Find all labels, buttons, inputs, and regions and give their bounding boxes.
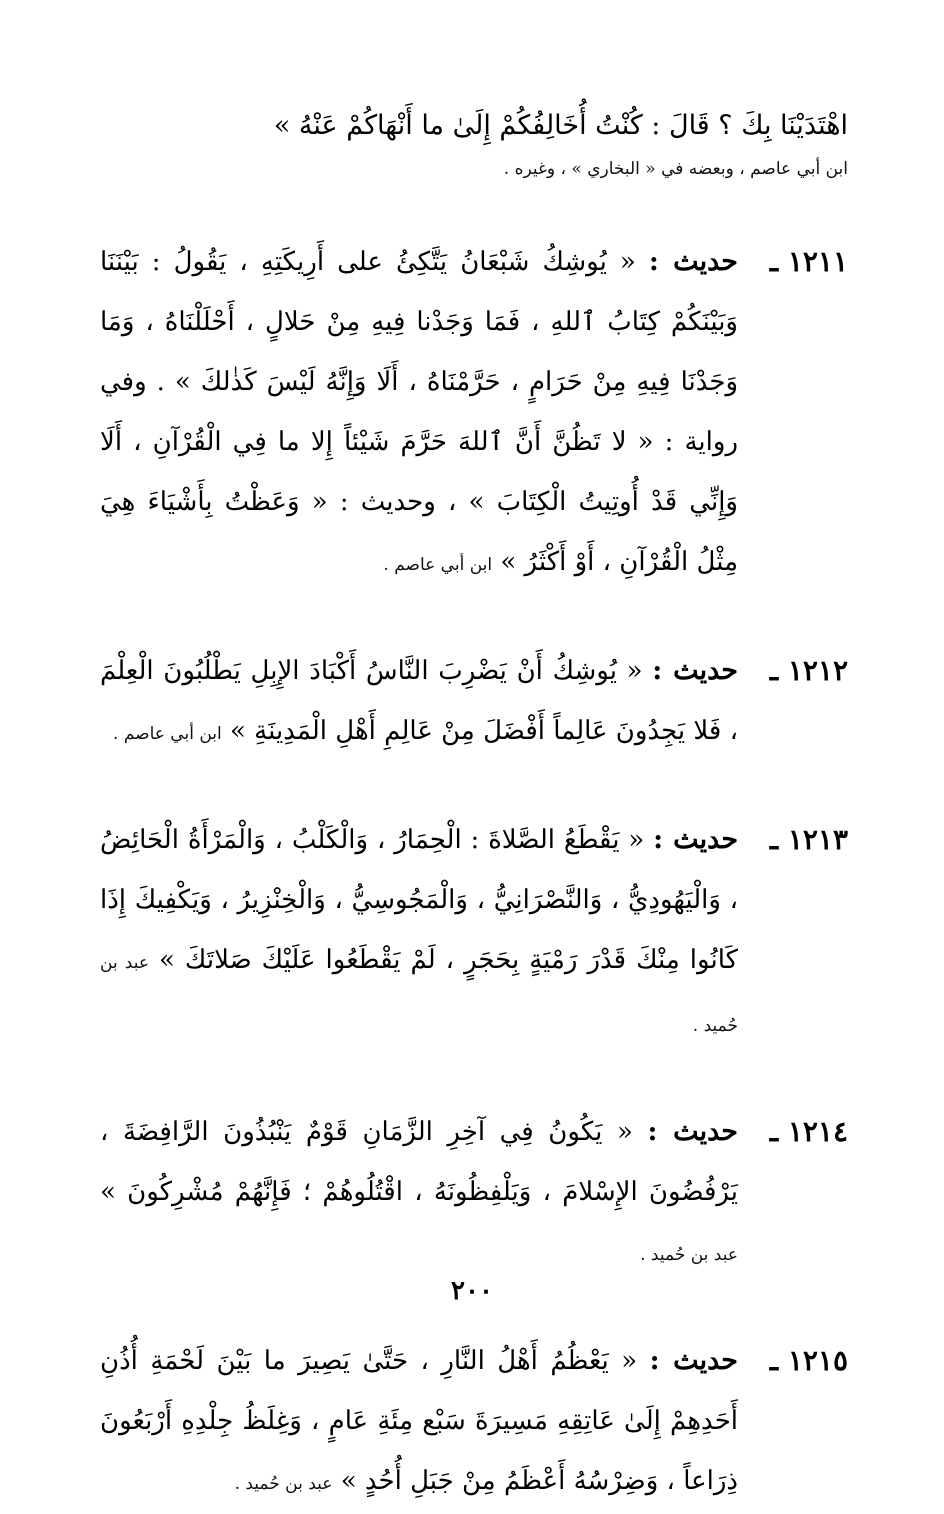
entry-number-value: ١٢١٣ <box>787 823 848 856</box>
continuation-text <box>100 96 848 156</box>
hadith-entry-1213 <box>100 810 848 1056</box>
entry-dash: ـ <box>769 654 779 687</box>
entry-body <box>100 1331 738 1514</box>
entry-keyword: حديث : <box>647 1116 738 1147</box>
hadith-entry-1212 <box>100 641 848 764</box>
entry-body <box>100 232 738 595</box>
entry-text: « يَعْظُمُ أَهْلُ النَّارِ ، حَتَّىٰ يَصِيرَ ما بَيْنَ لَحْمَةِ أُذُنِ أَحَدِهِمْ إِلَىٰ عَاتِقِهِ مَسِيرَةَ سَبْع مِئَةِ عَامٍ ، وَغِلَظُ جِلْدِهِ أَرْبَعُونَ ذِرَاعاً ، وَضِرْسُهُ أَعْظَمُ مِنْ جَبَلِ أُحُدٍ » <box>100 1346 738 1496</box>
entry-number-value: ١٢١٥ <box>787 1344 848 1377</box>
entry-dash: ـ <box>769 823 779 856</box>
entry-text: « يُوشِكُ شَبْعَانُ يَتَّكِئُ على أَرِيكَتِهِ ، يَقُولُ : بَيْنَنَا وَبَيْنَكُمْ كِتَابُ ٱللهِ ، فَمَا وَجَدْنا فِيهِ مِنْ حَلالٍ ، أَحْلَلْنَاهُ ، وَمَا وَجَدْنَا فِيهِ مِنْ حَرَامٍ ، حَرَّمْنَاهُ ، أَلَا وَإِنَّهُ لَيْسَ كَذٰلكَ » . وفي رواية : « لا تَظُنَّ أَنَّ ٱللهَ حَرَّمَ شَيْئاً إِلا ما فِي الْقُرْآنِ ، أَلَا وَإِنِّي قَدْ أُوتِيتُ الْكِتَابَ » ، وحديث : « وَعَظْتُ بِأَشْيَاءَ هِيَ مِثْلُ الْقُرْآنِ ، أَوْ أَكْثَرُ » <box>100 247 738 577</box>
entry-number <box>738 810 848 870</box>
entry-number-value: ١٢١٤ <box>787 1115 848 1148</box>
entry-number-value: ١٢١٢ <box>787 654 848 687</box>
entry-dash: ـ <box>769 1344 779 1377</box>
page-number: ٢٠٠ <box>451 1276 493 1306</box>
entry-source: عبد بن حُميد . <box>100 953 738 1036</box>
entry-source: عبد بن حُميد . <box>234 1474 333 1494</box>
entry-source: ابن أبي عاصم . <box>113 724 222 744</box>
entry-source: عبد بن حُميد . <box>640 1245 738 1265</box>
entry-text: « يَقْطَعُ الصَّلاةَ : الْحِمَارُ ، وَالْكَلْبُ ، وَالْمَرْأَةُ الْحَائِضُ ، وَالْيَهُودِيُّ ، وَالنَّصْرَانِيُّ ، وَالْمَجُوسِيُّ ، وَالْخِنْزِيرُ ، وَيَكْفِيكَ إِذَا كَانُوا مِنْكَ قَدْرَ رَمْيَةٍ بِحَجَرٍ ، لَمْ يَقْطَعُوا عَلَيْكَ صَلاتَكَ » <box>100 825 738 975</box>
entry-keyword: حديث : <box>652 655 738 686</box>
entry-text: « يَكُونُ فِي آخِرِ الزَّمَانِ قَوْمٌ يَنْبُذُونَ الرَّافِضَةَ ، يَرْفُضُونَ الإِسْلامَ ، وَيَلْفِظُونَهُ ، اقْتُلُوهُمْ ؛ فَإِنَّهُمْ مُشْرِكُونَ » <box>100 1117 738 1207</box>
entry-source: ابن أبي عاصم . <box>383 555 493 575</box>
hadith-entry-1215 <box>100 1331 848 1514</box>
entry-number <box>738 1331 848 1391</box>
entry-body <box>100 641 738 764</box>
entry-number <box>738 1102 848 1162</box>
entry-text: « يُوشِكُ أَنْ يَضْرِبَ النَّاسُ أَكْبَادَ الإِبِلِ يَطْلُبُونَ الْعِلْمَ ، فَلا يَجِدُونَ عَالِماً أَفْضَلَ مِنْ عَالِمِ أَهْلِ الْمَدِينَةِ » <box>100 656 738 746</box>
entry-keyword: حديث : <box>649 1345 738 1376</box>
entry-dash: ـ <box>769 245 779 278</box>
entry-keyword: حديث : <box>653 824 739 855</box>
entry-keyword: حديث : <box>648 246 738 277</box>
continuation-source <box>100 152 848 186</box>
entry-dash: ـ <box>769 1115 779 1148</box>
continuation-source-text: ابن أبي عاصم ، وبعضه في « البخاري » ، وغيره . <box>503 159 848 179</box>
entry-body <box>100 810 738 1056</box>
hadith-entry-1211 <box>100 232 848 595</box>
entry-number-value: ١٢١١ <box>787 245 848 278</box>
entry-number <box>738 232 848 292</box>
entry-number <box>738 641 848 701</box>
hadith-entry-1214 <box>100 1102 848 1285</box>
entry-body <box>100 1102 738 1285</box>
continuation-hadith-text: اهْتَدَيْنَا بِكَ ؟ قَالَ : كُنْتُ أُخَالِفُكُمْ إِلَىٰ ما أَنْهَاكُمْ عَنْهُ » <box>273 110 848 141</box>
